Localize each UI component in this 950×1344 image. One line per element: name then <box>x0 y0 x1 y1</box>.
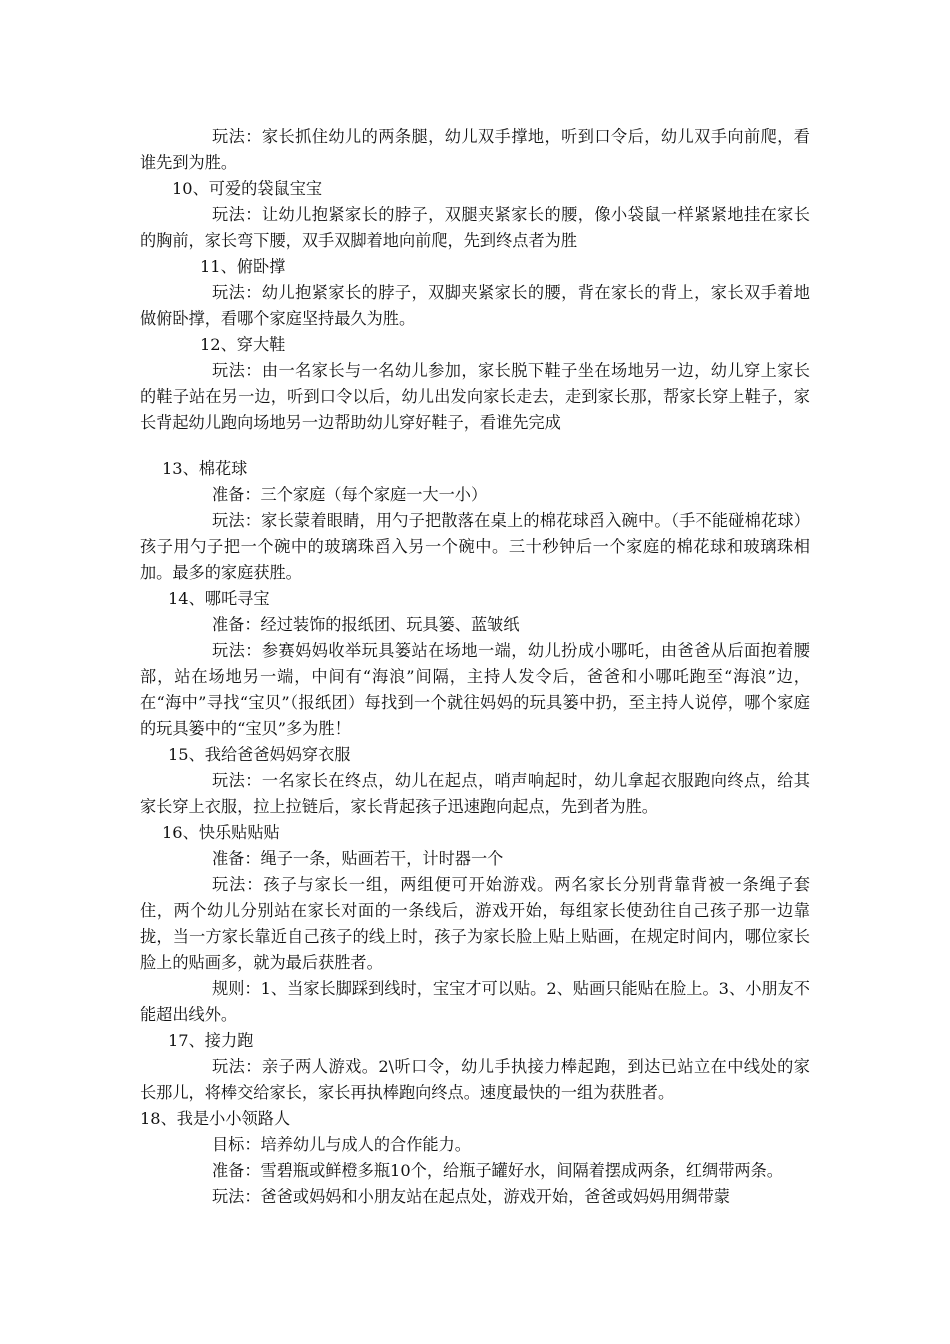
paragraph-prep-13: 准备：三个家庭（每个家庭一大一小） <box>212 485 488 504</box>
heading-game-18: 18、我是小小领路人 <box>140 1109 291 1128</box>
paragraph-rule-12: 玩法：由一名家长与一名幼儿参加，家长脱下鞋子坐在场地另一边，幼儿穿上家长的鞋子站在另一边，听到口令以后，幼儿出发向家长走去，走到家长那，帮家长穿上鞋子，家长背起幼儿跑向场地另一边帮助幼儿穿好鞋子，看谁先完成 <box>140 361 810 432</box>
paragraph-rule-14: 玩法：参赛妈妈收举玩具篓站在场地一端，幼儿扮成小哪吒，由爸爸从后面抱着腰部，站在场地另一端，中间有“海浪”间隔，主持人发令后，爸爸和小哪吒跑至“海浪”边，在“海中”寻找“宝贝”（报纸团）每找到一个就往妈妈的玩具篓中扔，至主持人说停，哪个家庭的玩具篓中的“宝贝”多为胜！ <box>140 641 810 738</box>
paragraph-rule-16: 玩法：孩子与家长一组，两组便可开始游戏。两名家长分别背靠背被一条绳子套住，两个幼儿分别站在家长对面的一条线后，游戏开始，每组家长使劲往自己孩子那一边靠拢，当一方家长靠近自己孩子的线上时，孩子为家长脸上贴上贴画，在规定时间内，哪位家长脸上的贴画多，就为最后获胜者。 <box>140 875 810 972</box>
paragraph-rule-18: 玩法：爸爸或妈妈和小朋友站在起点处，游戏开始，爸爸或妈妈用绸带蒙 <box>212 1187 730 1206</box>
paragraph-prep-14: 准备：经过装饰的报纸团、玩具篓、蓝皱纸 <box>212 615 520 634</box>
paragraph-prep-18: 准备：雪碧瓶或鲜橙多瓶10个，给瓶子罐好水，间隔着摆成两条，红绸带两条。 <box>212 1161 783 1180</box>
paragraph-prep-16: 准备：绳子一条，贴画若干，计时器一个 <box>212 849 504 868</box>
heading-game-14: 14、哪吒寻宝 <box>168 589 270 608</box>
paragraph-rule-17: 玩法：亲子两人游戏。2\听口令，幼儿手执接力棒起跑，到达已站立在中线处的家长那儿，将棒交给家长，家长再执棒跑向终点。速度最快的一组为获胜者。 <box>140 1057 810 1102</box>
heading-game-17: 17、接力跑 <box>168 1031 254 1050</box>
paragraph-goal-18: 目标：培养幼儿与成人的合作能力。 <box>212 1135 471 1154</box>
paragraph-rule-9: 玩法：家长抓住幼儿的两条腿，幼儿双手撑地，听到口令后，幼儿双手向前爬，看谁先到为胜。 <box>140 127 810 172</box>
heading-game-15: 15、我给爸爸妈妈穿衣服 <box>168 745 351 764</box>
heading-game-12: 12、穿大鞋 <box>200 335 286 354</box>
heading-game-11: 11、俯卧撑 <box>200 257 286 276</box>
paragraph-rule-10: 玩法：让幼儿抱紧家长的脖子，双腿夹紧家长的腰，像小袋鼠一样紧紧地挂在家长的胸前，家长弯下腰，双手双脚着地向前爬，先到终点者为胜 <box>140 205 810 250</box>
heading-game-16: 16、快乐贴贴贴 <box>162 823 280 842</box>
paragraph-rule-11: 玩法：幼儿抱紧家长的脖子，双脚夹紧家长的腰，背在家长的背上，家长双手着地做俯卧撑，看哪个家庭坚持最久为胜。 <box>140 283 810 328</box>
paragraph-rule-13: 玩法：家长蒙着眼睛，用勺子把散落在桌上的棉花球舀入碗中。（手不能碰棉花球）孩子用勺子把一个碗中的玻璃珠舀入另一个碗中。三十秒钟后一个家庭的棉花球和玻璃珠相加。最多的家庭获胜。 <box>140 511 810 582</box>
paragraph-rule-15: 玩法：一名家长在终点，幼儿在起点，哨声响起时，幼儿拿起衣服跑向终点，给其家长穿上衣服，拉上拉链后，家长背起孩子迅速跑向起点，先到者为胜。 <box>140 771 810 816</box>
document-body <box>140 124 810 1210</box>
heading-game-10: 10、可爱的袋鼠宝宝 <box>172 179 323 198</box>
heading-game-13: 13、棉花球 <box>162 459 248 478</box>
paragraph-regulation-16: 规则：1、当家长脚踩到线时，宝宝才可以贴。2、贴画只能贴在脸上。3、小朋友不能超出线外。 <box>140 979 810 1024</box>
blank-gap <box>140 436 810 456</box>
